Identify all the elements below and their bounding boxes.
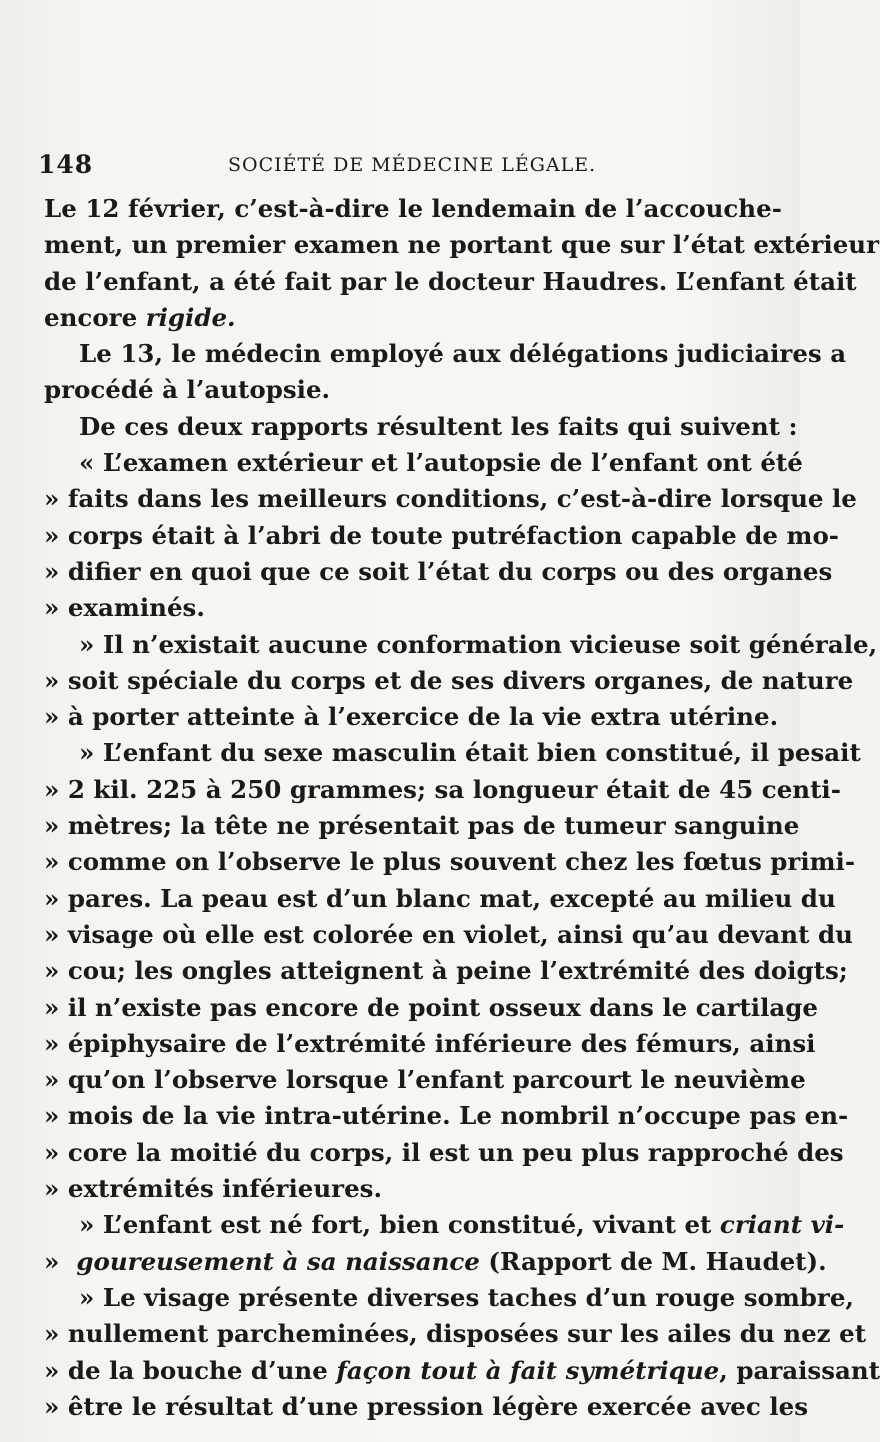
body-text	[44, 191, 880, 1425]
text-span: » de la bouche d’une	[44, 1355, 328, 1385]
text-line: » difier en quoi que ce soit l’état du corps ou des organes	[44, 556, 833, 586]
text-line: » cou; les ongles atteignent à peine l’extrémité des doigts;	[44, 956, 848, 986]
text-span: »	[44, 1246, 60, 1276]
text-line: » extrémités inférieures.	[44, 1174, 382, 1204]
text-line: » pares. La peau est d’un blanc mat, excepté au milieu du	[44, 883, 836, 913]
text-line: de l’enfant, a été fait par le docteur Haudres. L’enfant était	[44, 266, 857, 296]
text-line: » il n’existe pas encore de point osseux dans le cartilage	[44, 992, 819, 1022]
text-line: » faits dans les meilleurs conditions, c’est-à-dire lorsque le	[44, 484, 857, 514]
text-line: » Le visage présente diverses taches d’un rouge sombre,	[79, 1282, 854, 1312]
text-span: encore	[44, 302, 138, 332]
text-line: » visage où elle est colorée en violet, ainsi qu’au devant du	[44, 919, 853, 949]
text-line: Le 13, le médecin employé aux délégations judiciaires a	[79, 339, 847, 369]
text-line: » nullement parcheminées, disposées sur les ailes du nez et	[44, 1319, 867, 1349]
text-line: » corps était à l’abri de toute putréfaction capable de mo-	[44, 520, 839, 550]
italic-text: rigide.	[145, 302, 236, 332]
text-line: procédé à l’autopsie.	[44, 375, 331, 405]
italic-text: goureusement à sa naissance	[76, 1246, 480, 1276]
text-line: Le 12 février, c’est-à-dire le lendemain de l’accouche-	[44, 194, 782, 223]
text-line: » core la moitié du corps, il est un peu plus rapproché des	[44, 1137, 844, 1167]
text-span: , paraissant	[719, 1355, 880, 1385]
text-line: » soit spéciale du corps et de ses divers organes, de nature	[44, 665, 854, 695]
text-line: » mois de la vie intra-utérine. Le nombril n’occupe pas en-	[44, 1101, 849, 1131]
text-span: (Rapport de M. Haudet).	[479, 1246, 827, 1276]
text-line	[44, 1353, 880, 1389]
text-line: » 2 kil. 225 à 250 grammes; sa longueur était de 45 centi-	[44, 774, 841, 804]
text-line: ment, un premier examen ne portant que sur l’état extérieur	[44, 230, 880, 260]
page-header	[38, 150, 752, 184]
text-line	[44, 300, 751, 336]
text-line: » L’enfant du sexe masculin était bien constitué, il pesait	[79, 738, 861, 768]
italic-text: façon tout à fait symétrique	[336, 1355, 720, 1385]
text-line	[44, 1207, 845, 1243]
text-line: » comme on l’observe le plus souvent chez les fœtus primi-	[44, 847, 856, 877]
text-span: » L’enfant est né fort, bien constitué, vivant et	[79, 1210, 712, 1240]
text-line: » à porter atteinte à l’exercice de la vie extra utérine.	[44, 702, 779, 732]
text-line	[44, 1244, 827, 1280]
italic-text: criant vi-	[719, 1210, 845, 1240]
text-line: » épiphysaire de l’extrémité inférieure des fémurs, ainsi	[44, 1028, 816, 1058]
running-head: SOCIÉTÉ DE MÉDECINE LÉGALE.	[228, 154, 597, 176]
text-line: » qu’on l’observe lorsque l’enfant parcourt le neuvième	[44, 1065, 806, 1095]
text-line: « L’examen extérieur et l’autopsie de l’enfant ont été	[79, 448, 803, 478]
text-line: » être le résultat d’une pression légère exercée avec les	[44, 1391, 809, 1421]
text-line: » Il n’existait aucune conformation vicieuse soit générale,	[79, 629, 878, 659]
text-line: De ces deux rapports résultent les faits qui suivent :	[79, 411, 798, 441]
text-line: » examinés.	[44, 593, 205, 623]
text-line: » mètres; la tête ne présentait pas de tumeur sanguine	[44, 811, 800, 841]
page-number: 148	[38, 150, 94, 179]
